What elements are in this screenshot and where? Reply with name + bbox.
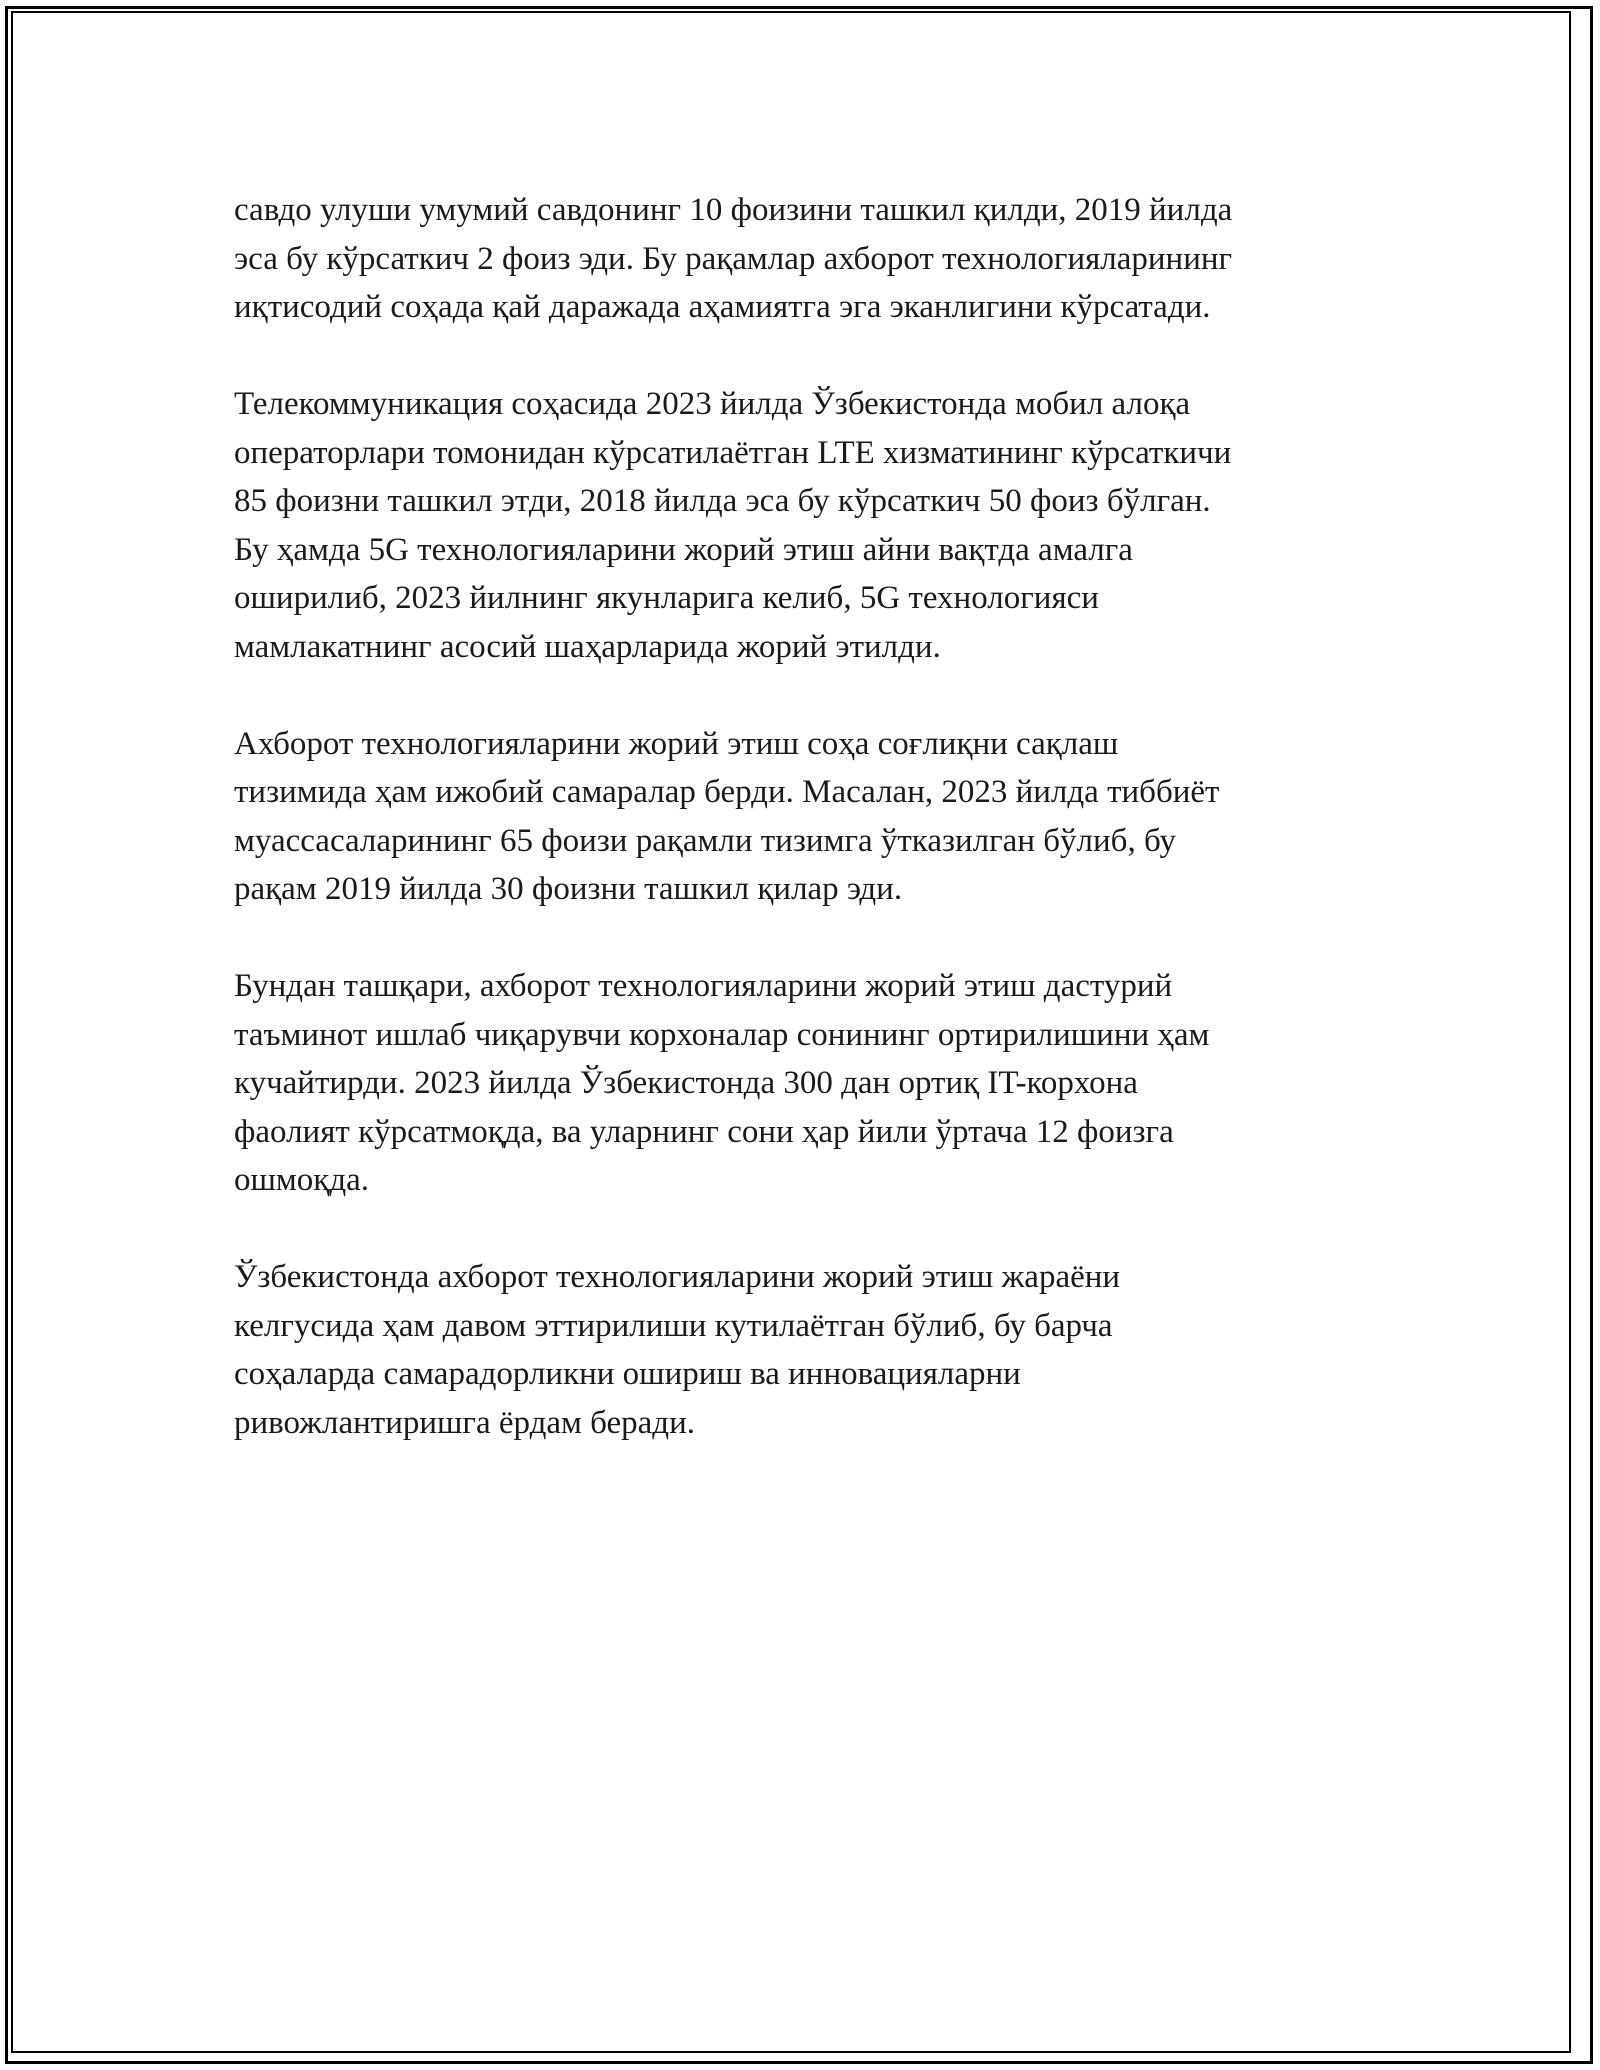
paragraph-outlook: Ўзбекистонда ахборот технологияларини жорий этиш жараёни келгусида ҳам давом эттирилиши кутилаётган бўлиб, бу барча соҳаларда самарадорликни ошириш ва инновацияларни ривожлантиришга ёрдам беради. — [234, 1259, 1121, 1441]
paragraph-ict-trade-share: савдо улуши умумий савдонинг 10 фоизини ташкил қилди, 2019 йилда эса бу кўрсаткич 2 фоиз эди. Бу рақамлар ахборот технологияларининг иқтисодий соҳада қай даражада аҳамиятга эга эканлигини кўрсатади. — [234, 192, 1233, 325]
document-body — [234, 186, 1364, 1496]
paragraph-telecom-lte-5g: Телекоммуникация соҳасида 2023 йилда Ўзбекистонда мобил алоқа операторлари томонидан кўрсатилаётган LTE хизматининг кўрсаткичи 85 фоизни ташкил этди, 2018 йилда эса бу кўрсаткич 50 фоиз бўлган. Бу ҳамда 5G технологияларини жорий этиш айни вақтда амалга оширилиб, 2023 йилнинг якунларига келиб, 5G технологияси мамлакатнинг асосий шаҳарларида жорий этилди. — [234, 386, 1232, 665]
paragraph-it-companies: Бундан ташқари, ахборот технологияларини жорий этиш дастурий таъминот ишлаб чиқарувчи корхоналар сонининг ортирилишини ҳам кучайтирди. 2023 йилда Ўзбекистонда 300 дан ортиқ IT-корхона фаолият кўрсатмоқда, ва уларнинг сони ҳар йили ўртача 12 фоизга ошмоқда. — [234, 968, 1210, 1198]
paragraph-healthcare-digital: Ахборот технологияларини жорий этиш соҳа соғлиқни сақлаш тизимида ҳам ижобий самаралар берди. Масалан, 2023 йилда тиббиёт муассасаларининг 65 фоизи рақамли тизимга ўтказилган бўлиб, бу рақам 2019 йилда 30 фоизни ташкил қилар эди. — [234, 725, 1220, 907]
